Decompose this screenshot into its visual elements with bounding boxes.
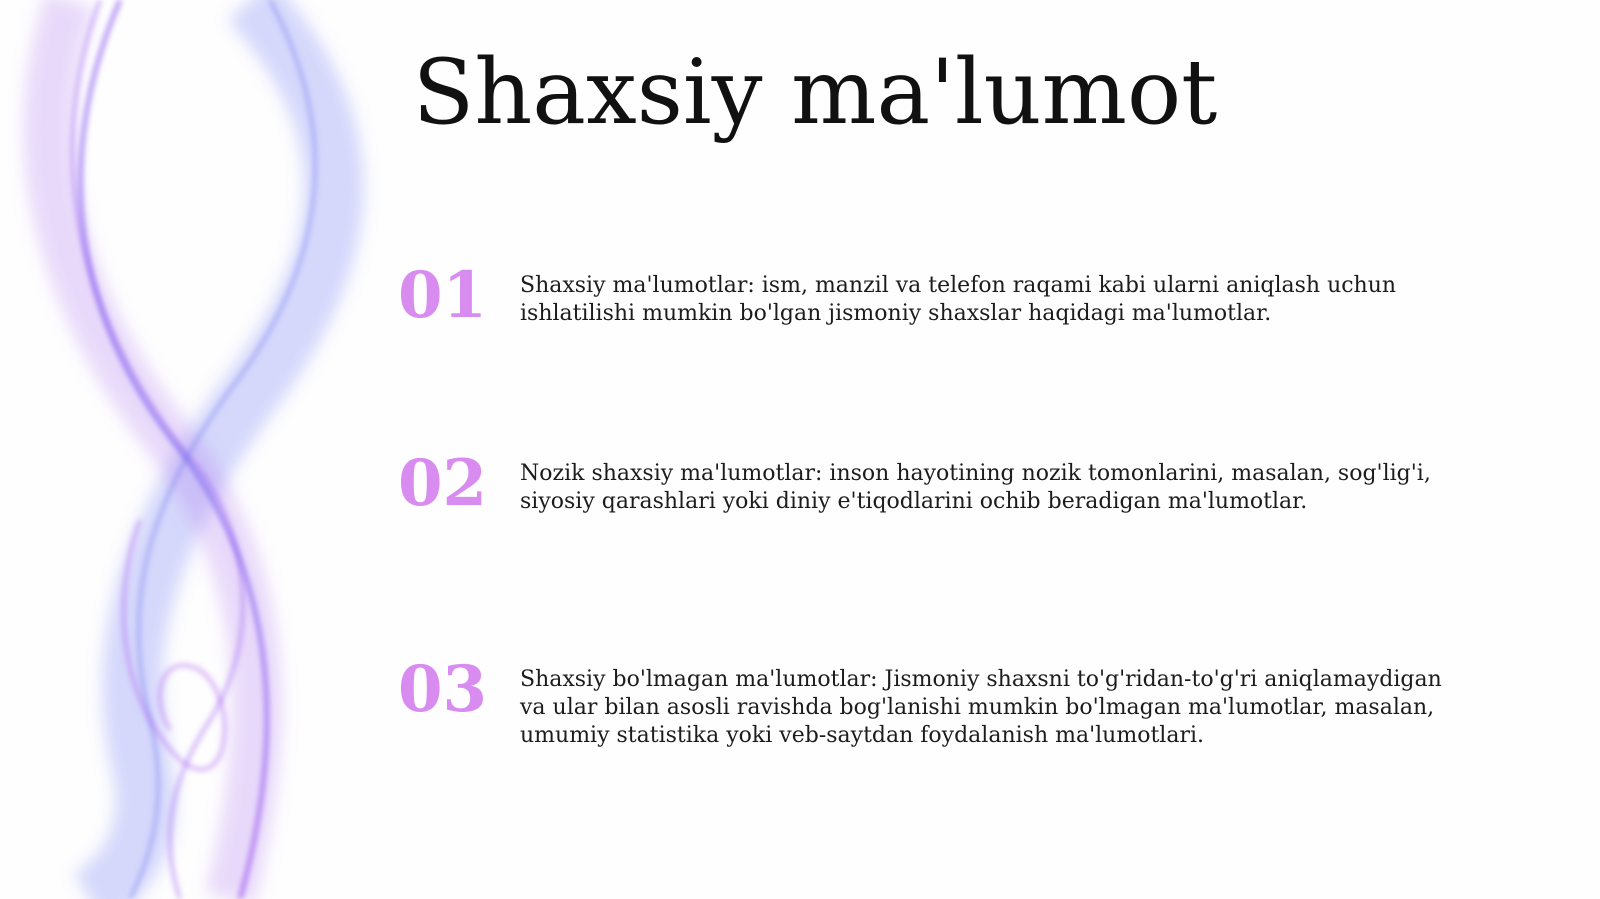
item-text: Nozik shaxsiy ma'lumotlar: inson hayotining nozik tomonlarini, masalan, sog'lig'i, siyosiy qarashlari yoki diniy e'tiqodlarini ochib beradigan ma'lumotlar. bbox=[520, 461, 1431, 514]
item-text: Shaxsiy bo'lmagan ma'lumotlar: Jismoniy shaxsni to'g'ridan-to'g'ri aniqlamaydigan va ular bilan asosli ravishda bog'lanishi mumkin bo'lmagan ma'lumotlar, masalan, umumiy statistika yoki veb-saytdan foydalanish ma'lumotlari. bbox=[520, 667, 1442, 748]
item-text: Shaxsiy ma'lumotlar: ism, manzil va telefon raqami kabi ularni aniqlash uchun ishlatilishi mumkin bo'lgan jismoniy shaxslar haqidagi ma'lumotlar. bbox=[520, 273, 1397, 326]
item-number: 03 bbox=[398, 652, 488, 727]
page-title: Shaxsiy ma'lumot bbox=[412, 40, 1218, 145]
purple-smoke-decoration bbox=[0, 0, 420, 899]
item-number: 02 bbox=[398, 446, 488, 521]
item-number: 01 bbox=[398, 258, 488, 333]
